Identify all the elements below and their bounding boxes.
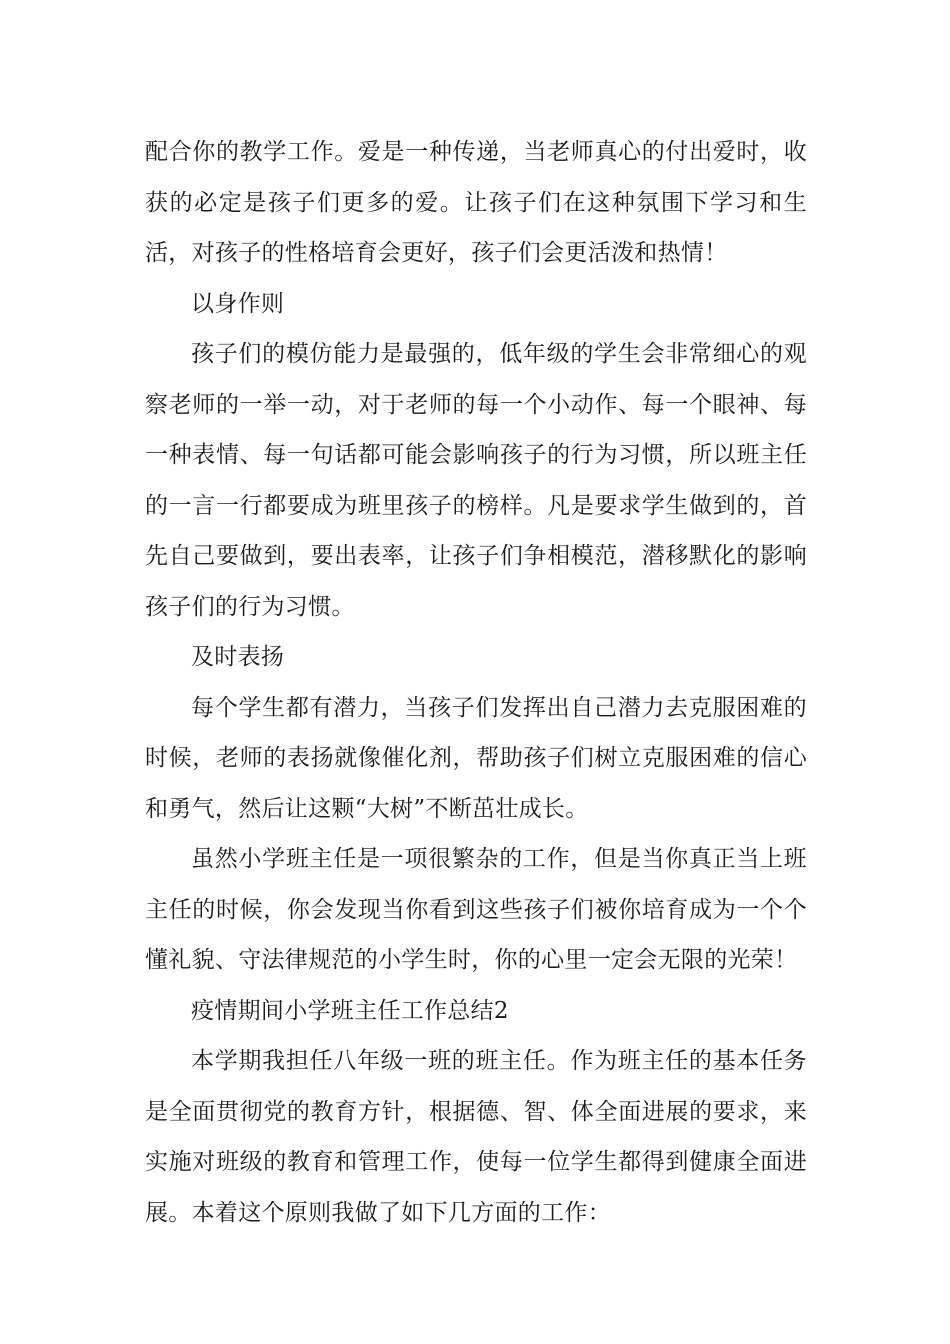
section-heading-lead-by-example: 以身作则 <box>191 290 285 317</box>
article-title-2: 疫情期间小学班主任工作总结2 <box>191 997 509 1024</box>
section-heading-timely-praise: 及时表扬 <box>191 644 285 670</box>
paragraph-continuation: 配合你的教学工作。爱是一种传递，当老师真心的付出爱时，收获的必定是孩子们更多的爱。让孩子们在这种氛围下学习和生活，对孩子的性格培育会更好，孩子们会更活泼和热情！ <box>145 139 807 266</box>
paragraph-conclusion: 虽然小学班主任是一项很繁杂的工作，但是当你真正当上班主任的时候，你会发现当你看到这些孩子们被你培育成为一个个懂礼貌、守法律规范的小学生时，你的心里一定会无限的光荣！ <box>145 846 807 973</box>
paragraph-timely-praise: 每个学生都有潜力，当孩子们发挥出自己潜力去克服困难的时候，老师的表扬就像催化剂，帮助孩子们树立克服困难的信心和勇气，然后让这颗“大树”不断茁壮成长。 <box>145 694 807 822</box>
paragraph-lead-by-example: 孩子们的模仿能力是最强的，低年级的学生会非常细心的观察老师的一举一动，对于老师的每一个小动作、每一个眼神、每一种表情、每一句话都可能会影响孩子的行为习惯，所以班主任的一言一行都要成为班里孩子的榜样。凡是要求学生做到的，首先自己要做到，要出表率，让孩子们争相模范，潜移默化的影响孩子们的行为习惯。 <box>145 341 807 620</box>
paragraph-intro-2: 本学期我担任八年级一班的班主任。作为班主任的基本任务是全面贯彻党的教育方针，根据德、智、体全面进展的要求，来实施对班级的教育和管理工作，使每一位学生都得到健康全面进展。本着这个原则我做了如下几方面的工作： <box>145 1048 807 1226</box>
document-body <box>145 127 807 1238</box>
